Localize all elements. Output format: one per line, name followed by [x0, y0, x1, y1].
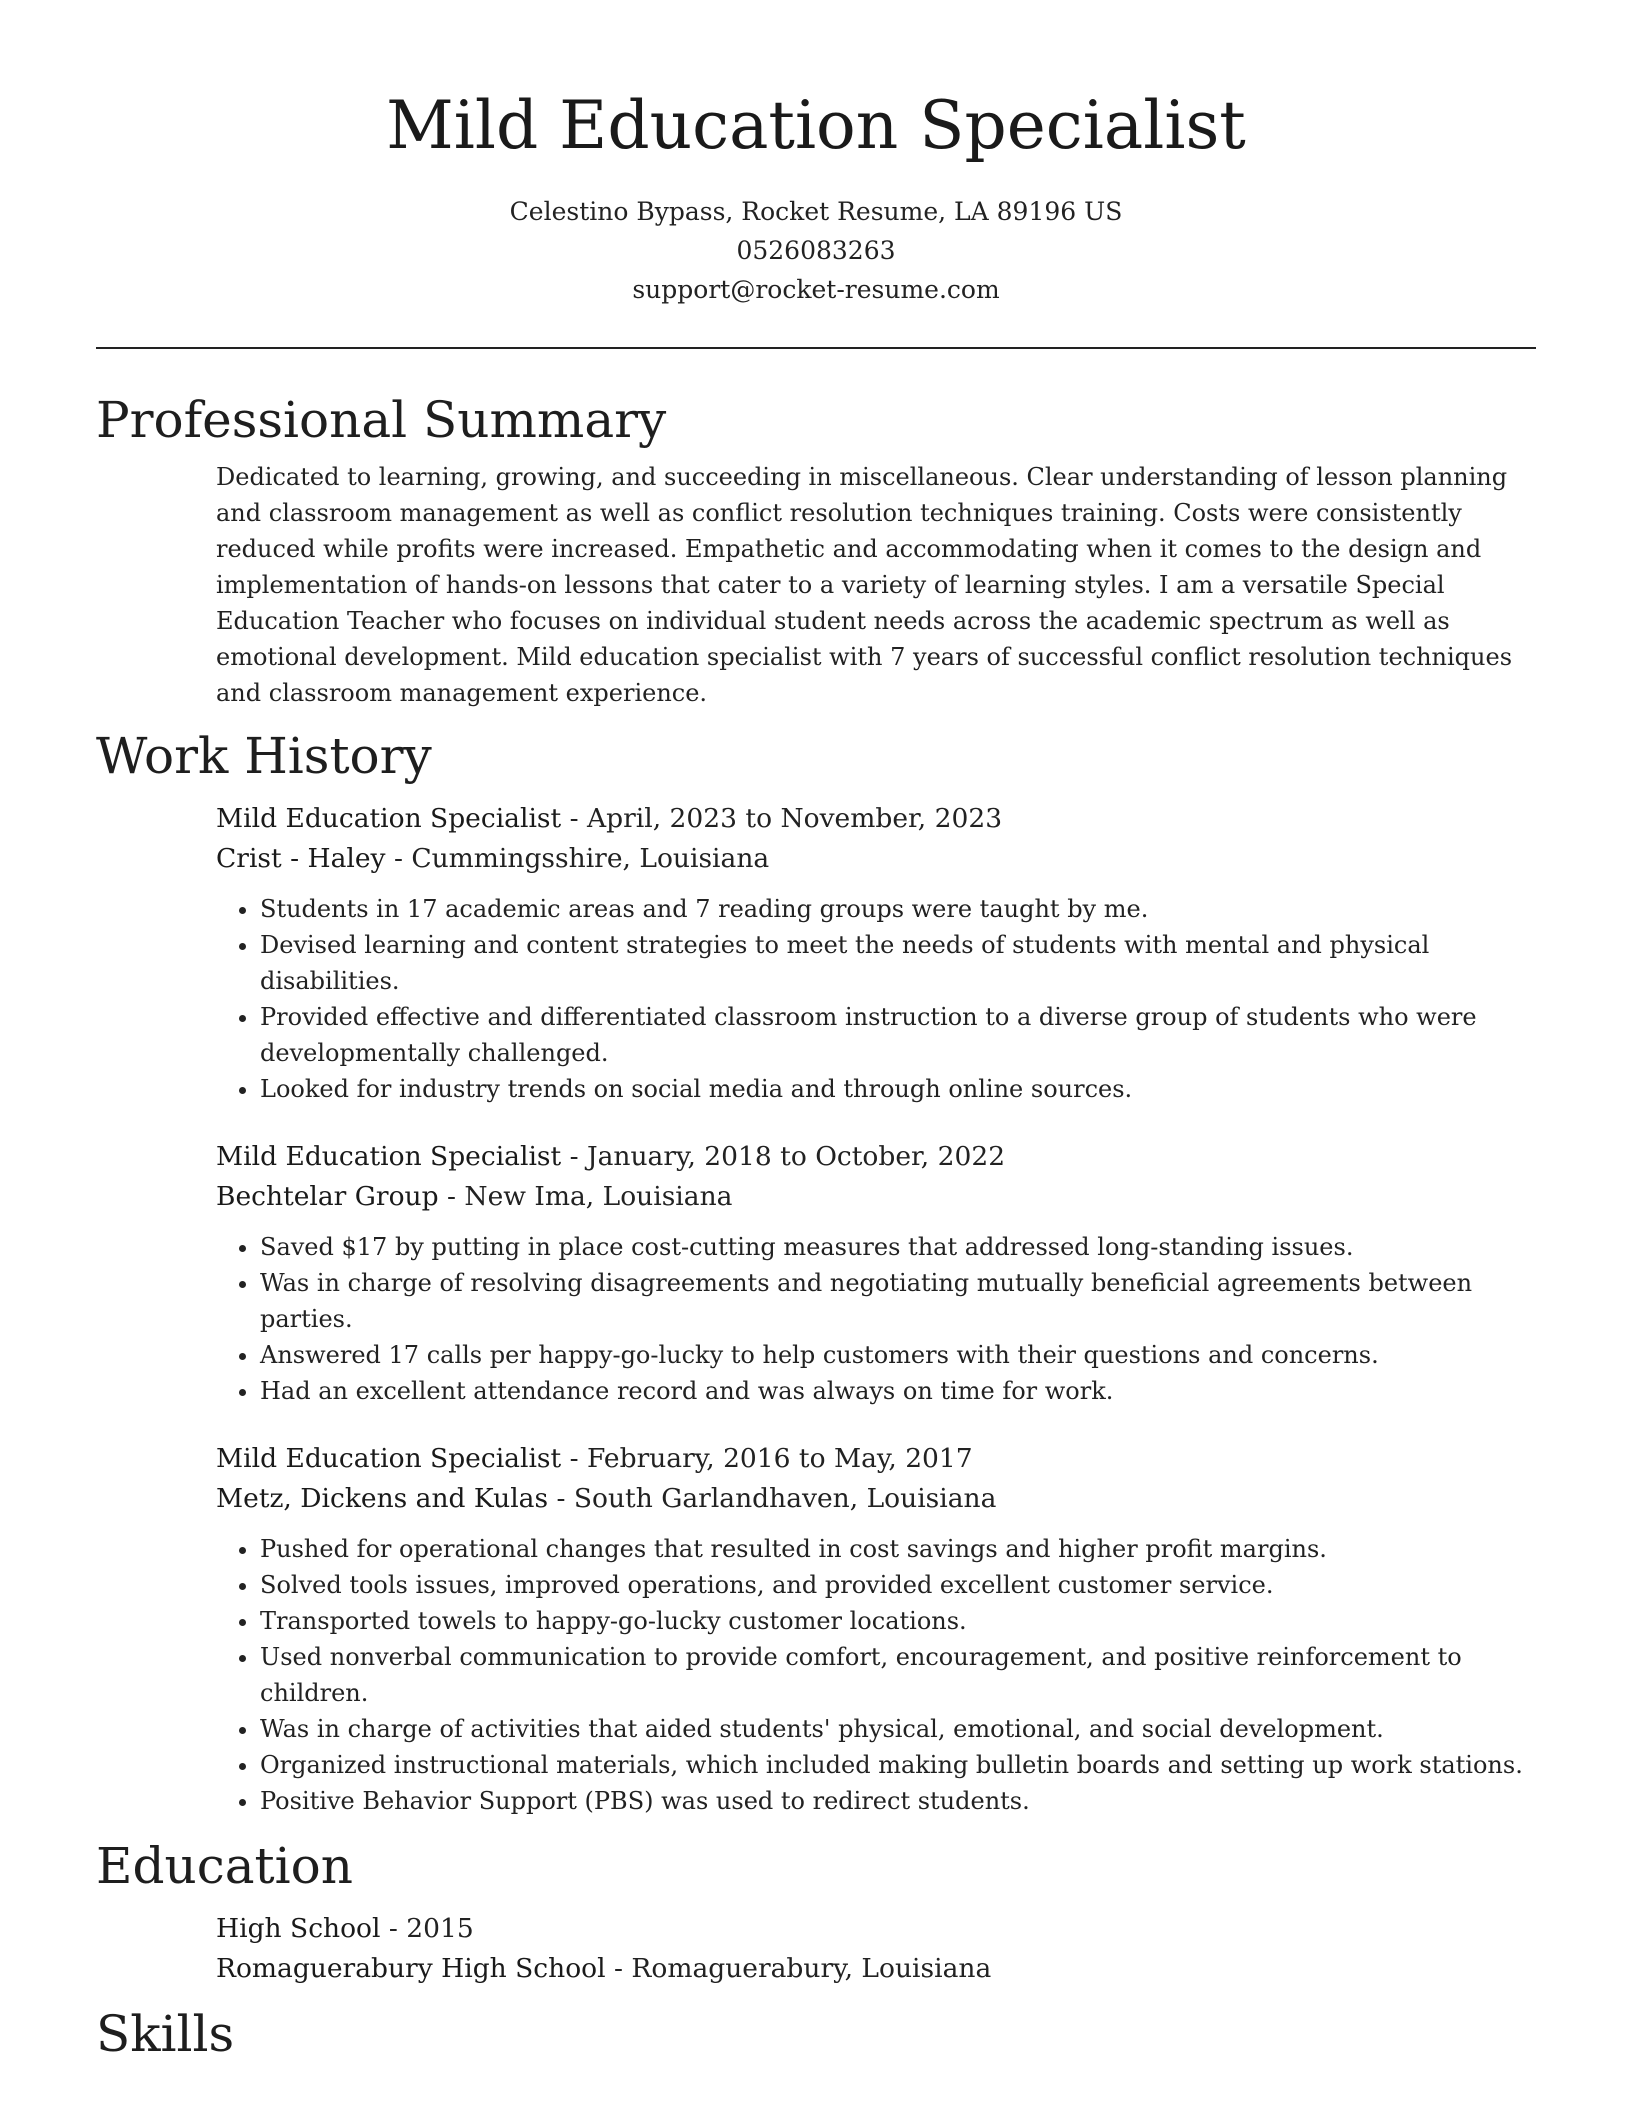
job-company-line: [216, 1479, 1536, 1519]
candidate-name: Mild Education Specialist: [386, 87, 1246, 164]
list-item: • Saved $17 by putting in place cost-cutting measures that addressed long-standing issues.: [260, 1229, 1536, 1265]
email: support@rocket-resume.com: [632, 275, 1000, 304]
address: Celestino Bypass, Rocket Resume, LA 89196 US: [509, 197, 1123, 226]
list-item: • Organized instructional materials, which included making bulletin boards and setting up work stations.: [260, 1747, 1536, 1783]
graduation-year: - 2015: [380, 1913, 474, 1944]
list-item: • Used nonverbal communication to provide comfort, encouragement, and positive reinforcement to children.: [260, 1639, 1536, 1711]
company-name: Bechtelar Group: [216, 1181, 439, 1212]
list-item: • Was in charge of resolving disagreements and negotiating mutually beneficial agreements between parties.: [260, 1265, 1536, 1337]
job-entry: [216, 1137, 1536, 1409]
list-item: • Provided effective and differentiated classroom instruction to a diverse group of students who were developmentally challenged.: [260, 999, 1536, 1071]
section-heading-work-history: Work History: [96, 727, 432, 785]
job-entry: [216, 1439, 1536, 1819]
job-entry: [216, 799, 1536, 1107]
company-name: Crist - Haley: [216, 843, 386, 874]
job-title-line: [216, 799, 1536, 839]
resume-page: [96, 0, 1536, 2067]
job-dates: - January, 2018 to October, 2022: [561, 1141, 1006, 1172]
summary-text: Dedicated to learning, growing, and succeeding in miscellaneous. Clear understanding of lesson planning and classroom management as well as conflict resolution techniques training. Costs were consistently reduced while profits were increased. Empathetic and accommodating when it comes to the design and implementation of hands-on lessons that cater to a variety of learning styles. I am a versatile Special Education Teacher who focuses on individual student needs across the academic spectrum as well as emotional development. Mild education specialist with 7 years of successful conflict resolution techniques and classroom management experience.: [216, 463, 1513, 707]
job-bullets: [216, 1229, 1536, 1409]
education-entry: [216, 1909, 1536, 1989]
list-item: • Solved tools issues, improved operations, and provided excellent customer service.: [260, 1567, 1536, 1603]
list-item: • Pushed for operational changes that resulted in cost savings and higher profit margins.: [260, 1531, 1536, 1567]
list-item: • Transported towels to happy-go-lucky customer locations.: [260, 1603, 1536, 1639]
list-item: • Answered 17 calls per happy-go-lucky to help customers with their questions and concerns.: [260, 1337, 1536, 1373]
list-item: • Looked for industry trends on social media and through online sources.: [260, 1071, 1536, 1107]
contact-info: [96, 192, 1536, 309]
job-bullets: [216, 891, 1536, 1107]
section-heading-education: Education: [96, 1837, 353, 1895]
job-title: Mild Education Specialist: [216, 803, 562, 834]
list-item: • Was in charge of activities that aided students' physical, emotional, and social development.: [260, 1711, 1536, 1747]
job-dates: - February, 2016 to May, 2017: [561, 1443, 973, 1474]
list-item: • Positive Behavior Support (PBS) was used to redirect students.: [260, 1783, 1536, 1819]
list-item: • Devised learning and content strategies to meet the needs of students with mental and physical disabilities.: [260, 927, 1536, 999]
job-dates: - April, 2023 to November, 2023: [561, 803, 1003, 834]
company-location: - New Ima, Louisiana: [438, 1181, 733, 1212]
job-title: Mild Education Specialist: [216, 1141, 562, 1172]
job-title-line: [216, 1439, 1536, 1479]
company-name: Metz, Dickens and Kulas: [216, 1483, 549, 1514]
degree: High School: [216, 1913, 381, 1944]
job-title: Mild Education Specialist: [216, 1443, 562, 1474]
job-bullets: [216, 1531, 1536, 1819]
resume-header: [96, 0, 1536, 309]
school-name: Romaguerabury High School: [216, 1953, 606, 1984]
job-company-line: [216, 1177, 1536, 1217]
education-school-line: [216, 1949, 1536, 1989]
company-location: - Cummingsshire, Louisiana: [385, 843, 770, 874]
phone: 0526083263: [736, 236, 896, 265]
company-location: - South Garlandhaven, Louisiana: [548, 1483, 997, 1514]
job-title-line: [216, 1137, 1536, 1177]
section-heading-skills: Skills: [96, 2005, 235, 2063]
school-location: - Romaguerabury, Louisiana: [605, 1953, 992, 1984]
header-divider: [96, 347, 1536, 349]
education-degree-line: [216, 1909, 1536, 1949]
job-company-line: [216, 839, 1536, 879]
list-item: • Had an excellent attendance record and was always on time for work.: [260, 1373, 1536, 1409]
section-heading-summary: Professional Summary: [96, 391, 667, 449]
list-item: • Students in 17 academic areas and 7 reading groups were taught by me.: [260, 891, 1536, 927]
